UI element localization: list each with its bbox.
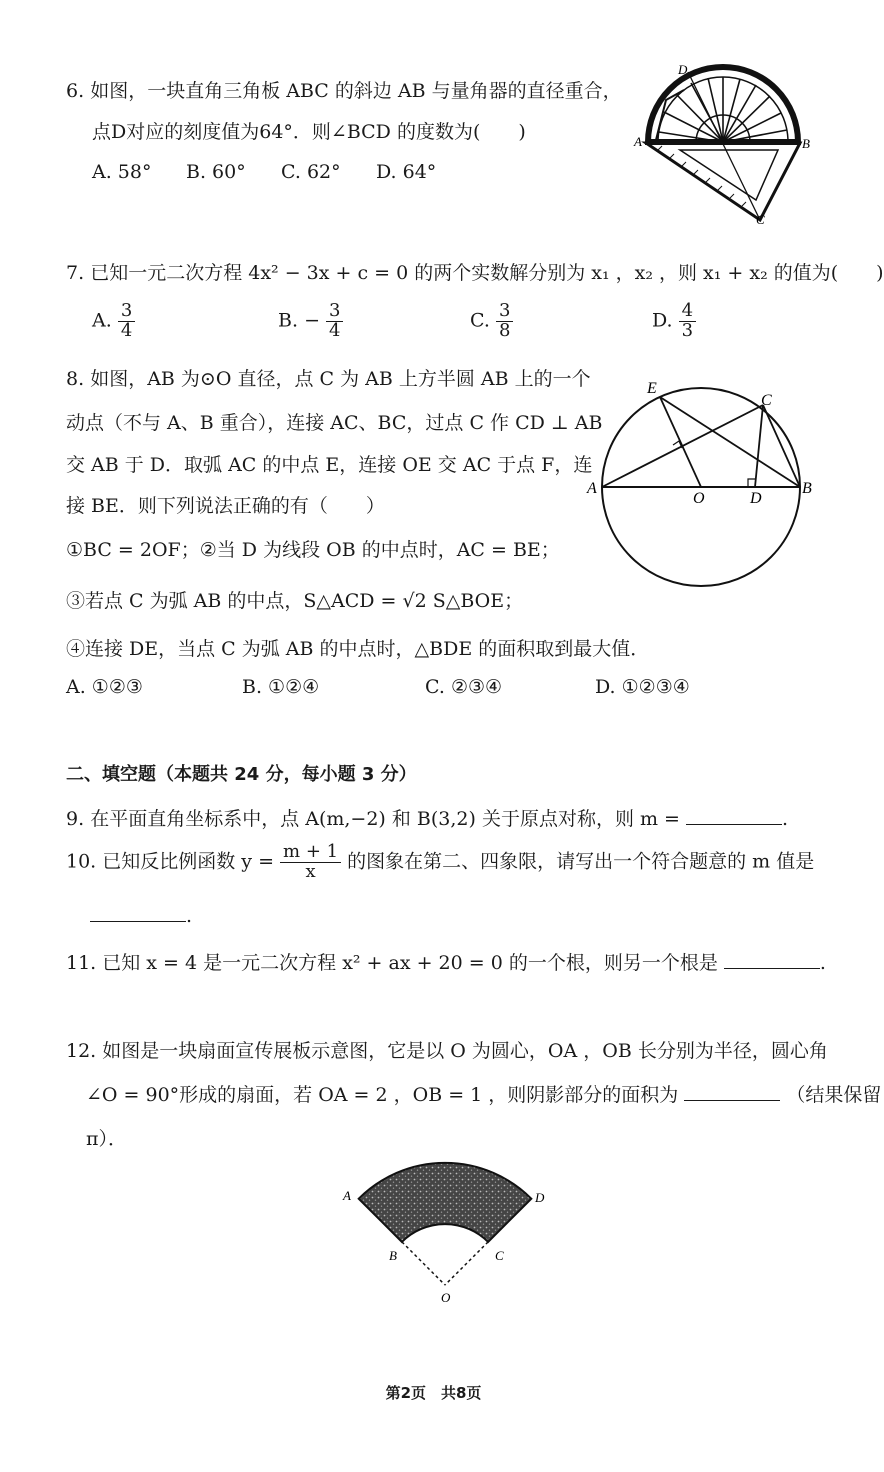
q7-option-b bbox=[278, 302, 343, 341]
q12-line1 bbox=[66, 1036, 828, 1063]
q6-label-a: A bbox=[634, 134, 642, 149]
q7-stem bbox=[66, 258, 884, 285]
q7-option-b-label: B. bbox=[278, 309, 299, 332]
q8-label-d: D bbox=[750, 490, 762, 507]
q8-option-c: C. ②③④ bbox=[425, 676, 503, 698]
q7-option-c-num: 3 bbox=[496, 302, 513, 322]
q10-text-b: 的图象在第二、四象限，请写出一个符合题意的 m 值是 bbox=[347, 850, 815, 873]
q7-option-a-label: A. bbox=[92, 309, 112, 332]
q7-option-d-fraction bbox=[679, 302, 696, 341]
q7-option-c-fraction bbox=[496, 302, 513, 341]
q8-option-d: D. ①②③④ bbox=[595, 676, 690, 698]
q12-label-d: D bbox=[535, 1190, 545, 1205]
q8-label-c: C bbox=[761, 392, 772, 409]
q7-option-b-num: 3 bbox=[326, 302, 343, 322]
q8-statement-1-2: ①BC = 2OF；②当 D 为线段 OB 的中点时，AC = BE； bbox=[66, 539, 560, 561]
q8-text-line4: 接 BE．则下列说法正确的有（ ） bbox=[66, 495, 385, 517]
q12-label-c: C bbox=[495, 1248, 504, 1263]
q7-option-c-label: C. bbox=[470, 309, 490, 332]
q10 bbox=[66, 843, 814, 882]
q12-label-b: B bbox=[389, 1248, 397, 1263]
q7-number: 7. bbox=[66, 262, 85, 284]
q7-text: 已知一元二次方程 4x² − 3x + c = 0 的两个实数解分别为 x₁ ，x₂ ，则 x₁ + x₂ 的值为( ) bbox=[90, 262, 884, 284]
q11-end: . bbox=[819, 952, 826, 974]
q8-label-a: A bbox=[587, 480, 597, 497]
q6-option-d: D. 64° bbox=[376, 161, 437, 183]
q8-statement-4: ④连接 DE，当点 C 为弧 AB 的中点时，△BDE 的面积取到最大值． bbox=[66, 638, 650, 660]
q12-label-o: O bbox=[441, 1290, 451, 1305]
q6-option-a: A. 58° bbox=[92, 161, 152, 183]
q6-text-line2: 点D对应的刻度值为64°．则∠BCD 的度数为( ) bbox=[92, 121, 526, 143]
q10-end: . bbox=[186, 905, 193, 927]
q6-protractor-figure bbox=[628, 60, 818, 255]
q7-option-b-den: 4 bbox=[329, 319, 341, 341]
q7-option-d-label: D. bbox=[652, 309, 673, 332]
q8-text-line3: 交 AB 于 D．取弧 AC 的中点 E，连接 OE 交 AC 于点 F，连 bbox=[66, 454, 593, 476]
q8-label-e: E bbox=[647, 380, 657, 397]
q8-statement-3: ③若点 C 为弧 AB 的中点，S△ACD = √2 S△BOE； bbox=[66, 590, 524, 612]
q6-text-line1: 如图，一块直角三角板 ABC 的斜边 AB 与量角器的直径重合， bbox=[90, 80, 622, 102]
q8-label-o: O bbox=[693, 490, 705, 507]
q12-text-line2b: （结果保留 bbox=[786, 1084, 882, 1106]
q6-label-d: D bbox=[678, 62, 688, 77]
q11-answer-blank[interactable] bbox=[724, 950, 820, 969]
q12-label-a: A bbox=[343, 1188, 351, 1203]
q10-number: 10. bbox=[66, 850, 97, 873]
q7-option-b-fraction bbox=[326, 302, 343, 341]
q7-option-c-den: 8 bbox=[498, 319, 511, 341]
q10-frac-num: m + 1 bbox=[280, 843, 341, 863]
page-footer: 第2页 共8页 bbox=[385, 1384, 482, 1402]
q8-option-b: B. ①②④ bbox=[242, 676, 320, 698]
q8-option-a: A. ①②③ bbox=[66, 676, 143, 698]
q6-number: 6. bbox=[66, 80, 85, 102]
q11 bbox=[66, 948, 826, 975]
q8-number: 8. bbox=[66, 368, 85, 390]
q11-text: 已知 x = 4 是一元二次方程 x² + ax + 20 = 0 的一个根，则另一个根是 bbox=[102, 952, 718, 974]
q9-text: 在平面直角坐标系中，点 A(m,−2) 和 B(3,2) 关于原点对称，则 m = bbox=[90, 808, 680, 830]
q12-line2 bbox=[86, 1080, 881, 1107]
q11-number: 11. bbox=[66, 952, 97, 974]
q12-text-line2a: ∠O = 90°形成的扇面，若 OA = 2 ，OB = 1 ，则阴影部分的面积为 bbox=[86, 1084, 679, 1106]
q8-circle-figure bbox=[585, 375, 815, 595]
q10-answer-blank[interactable] bbox=[90, 903, 186, 922]
q9-number: 9. bbox=[66, 808, 85, 830]
q7-option-a-fraction bbox=[118, 302, 135, 341]
q7-option-a-num: 3 bbox=[118, 302, 135, 322]
q7-option-a bbox=[92, 302, 135, 341]
q9 bbox=[66, 804, 788, 831]
q10-frac-den: x bbox=[305, 860, 316, 882]
q8-text-line1: 如图，AB 为⊙O 直径，点 C 为 AB 上方半圆 AB 上的一个 bbox=[90, 368, 591, 390]
section-2-title: 二、填空题（本题共 24 分，每小题 3 分） bbox=[66, 764, 417, 785]
q12-number: 12. bbox=[66, 1040, 97, 1062]
q8-text-line2: 动点（不与 A、B 重合），连接 AC、BC，过点 C 作 CD ⊥ AB bbox=[66, 412, 603, 434]
q8-label-b: B bbox=[802, 480, 812, 497]
q7-option-d-num: 4 bbox=[679, 302, 696, 322]
q10-text-a: 已知反比例函数 y = bbox=[102, 850, 274, 873]
q7-option-a-den: 4 bbox=[120, 319, 133, 341]
q10-fraction bbox=[280, 843, 341, 882]
q9-end: . bbox=[782, 808, 789, 830]
q6-label-c: C bbox=[756, 212, 765, 227]
q7-option-b-sign: − bbox=[304, 309, 320, 332]
q10-answer-line bbox=[90, 903, 192, 927]
q12-text-line1: 如图是一块扇面宣传展板示意图，它是以 O 为圆心，OA ，OB 长分别为半径，圆心角 bbox=[102, 1040, 828, 1062]
q6-option-c: C. 62° bbox=[281, 161, 341, 183]
q7-option-c bbox=[470, 302, 513, 341]
q12-sector-figure bbox=[335, 1160, 575, 1310]
q12-text-line3: π）． bbox=[86, 1128, 127, 1150]
q7-option-d bbox=[652, 302, 696, 341]
q6-option-b: B. 60° bbox=[186, 161, 246, 183]
q6-label-b: B bbox=[802, 136, 810, 151]
q12-answer-blank[interactable] bbox=[684, 1082, 780, 1101]
q9-answer-blank[interactable] bbox=[686, 806, 782, 825]
q7-option-d-den: 3 bbox=[681, 319, 694, 341]
q6-line1 bbox=[66, 76, 622, 103]
q8-line1 bbox=[66, 364, 591, 391]
